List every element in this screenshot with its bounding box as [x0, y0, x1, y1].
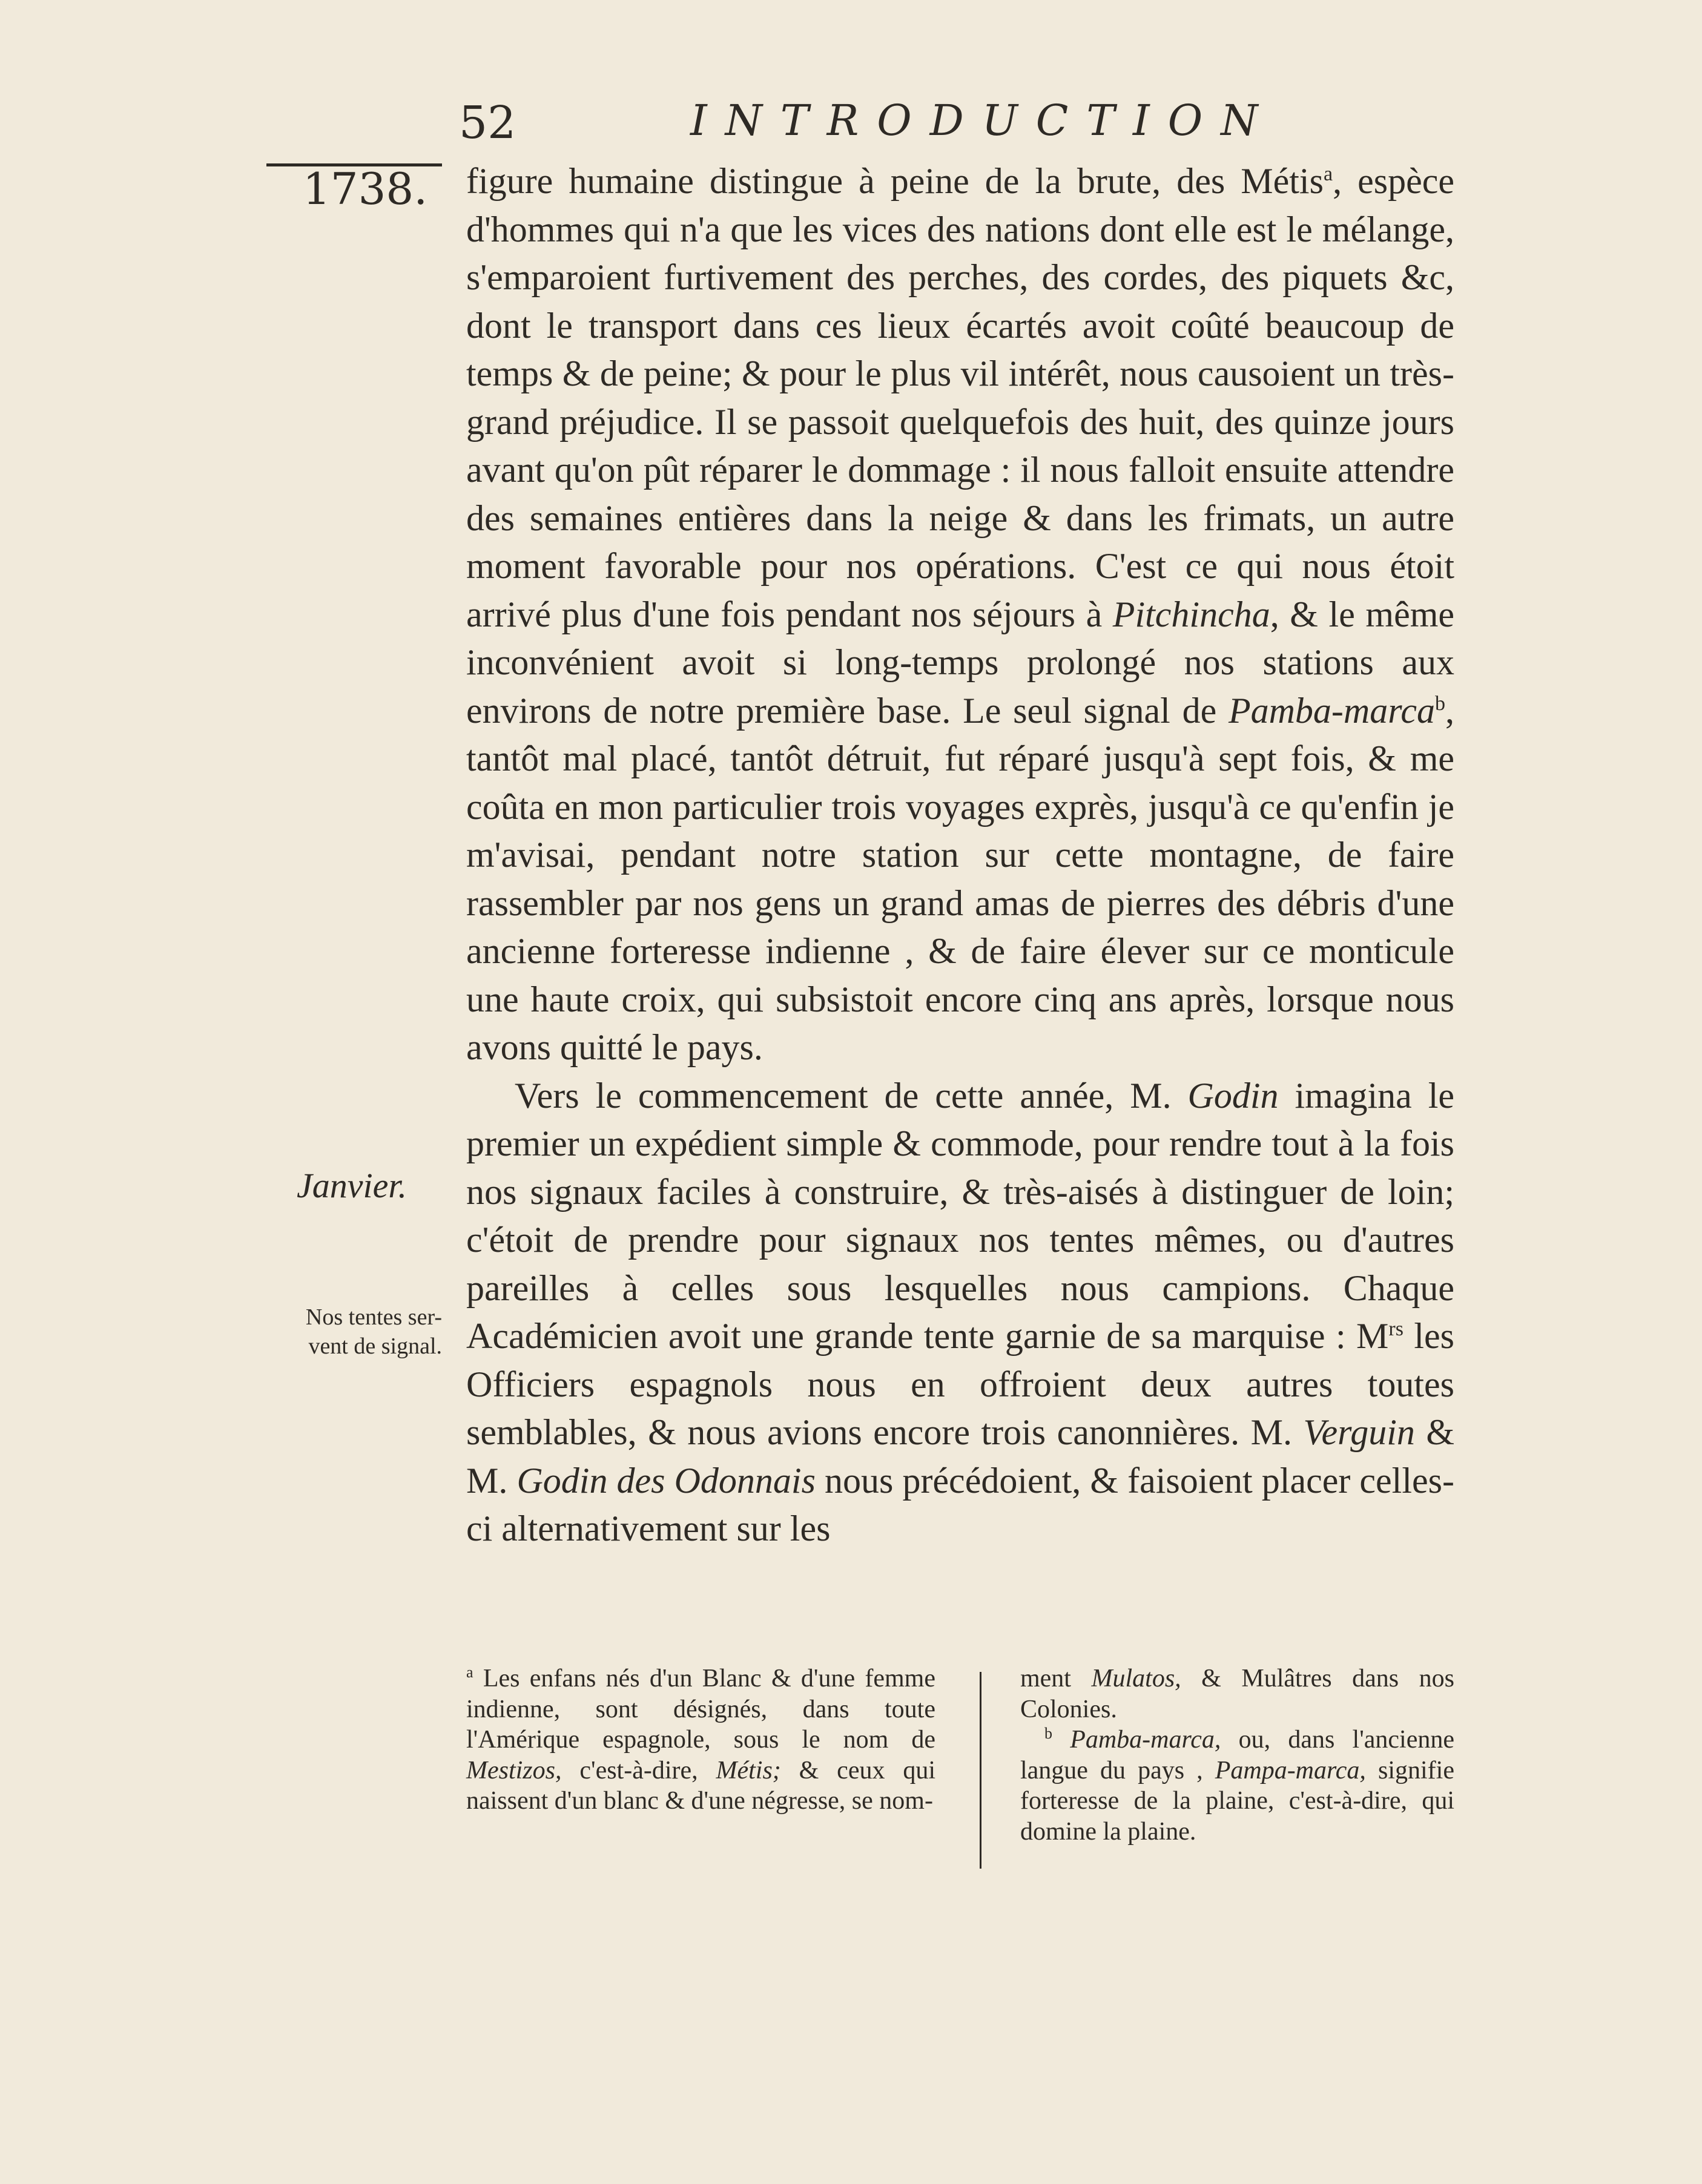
footnote-divider — [980, 1672, 981, 1869]
abbrev-sup-rs: rs — [1388, 1318, 1403, 1340]
footnote-a: $^a$ Les enfans nés d'un Blanc & d'une femme indienne, sont désignés, dans toute l'Amérique espagnole, sous le nom de Mestizos, c'est-à-dire, Métis; & ceux qui naissent d'un blanc & d'une négresse, se nom- — [466, 1663, 935, 1815]
footnote-mark-b: b — [1044, 1725, 1052, 1742]
margin-note-month: Janvier. — [297, 1166, 407, 1205]
paragraph-2: Vers le commencement de cette année, M. Godin imagina le premier un expédient simple & commode, pour rendre tout à la fois nos signaux faciles à construire, & très-aisés à distinguer de loin; c'étoit de prendre pour signaux nos tentes mêmes, ou d'autres pareilles à celles sous lesquelles nous campions. Chaque Académicien avoit une grande tente garnie de sa marquise : $M^{rs}$ les Officiers espagnols nous en offroient deux autres toutes semblables, & nous avions encore trois canonnières. M. Verguin & M. Godin des Odonnais nous précédoient, & faisoient placer celles-ci alternativement sur les — [466, 1075, 1455, 1548]
margin-year: 1738. — [303, 163, 428, 214]
place-name-pamba-marca: Pamba-marca — [1228, 690, 1435, 731]
main-text — [466, 157, 1454, 1553]
footnote-b: $^b$ Pamba-marca, ou, dans l'ancienne langue du pays , Pampa-marca, signifie forteresse de la plaine, c'est-à-dire, qui domine la plaine. — [1020, 1725, 1454, 1846]
person-name-verguin: Verguin — [1303, 1412, 1415, 1452]
page-number: 52 — [459, 97, 516, 149]
footnote-ref-a: a — [1323, 163, 1333, 185]
footnote-column-left — [466, 1663, 935, 1817]
paragraph-1: figure humaine distingue à peine de la brute, des Métis$^a$, espèce d'hommes qui n'a que les vices des nations dont elle est le mélange, s'emparoient furtivement des perches, des cordes, des piquets &c, dont le transport dans ces lieux écartés avoit coûté beaucoup de temps & de peine; & pour le plus vil intérêt, nous causoient un très-grand préjudice. Il se passoit quelquefois des huit, des quinze jours avant qu'on pût réparer le dommage : il nous falloit ensuite attendre des semaines entières dans la neige & dans les frimats, un autre moment favorable pour nos opérations. C'est ce qui nous étoit arrivé plus d'une fois pendant nos séjours à Pitchincha, & le même inconvénient avoit si long-temps prolongé nos stations aux environs de notre première base. Le seul signal de Pamba-marca$^b$, tantôt mal placé, tantôt détruit, fut réparé jusqu'à sept fois, & me coûta en mon particulier trois voyages exprès, jusqu'à ce qu'enfin je m'avisai, pendant notre station sur cette montagne, de faire rassembler par nos gens un grand amas de pierres des débris d'une ancienne forteresse indienne , & de faire élever sur ce monticule une haute croix, qui subsistoit encore cinq ans après, lorsque nous avons quitté le pays. — [466, 161, 1455, 1067]
footnote-ref-b: b — [1435, 692, 1445, 715]
footnote-a-continued: ment Mulatos, & Mulâtres dans nos Colonies. — [1020, 1665, 1455, 1723]
running-title: INTRODUCTION — [690, 96, 1276, 145]
place-name-pitchincha: Pitchincha — [1112, 594, 1270, 634]
footnote-column-right — [1020, 1663, 1454, 1847]
margin-note-signal: Nos tentes ser-vent de signal. — [305, 1304, 442, 1359]
footnote-mark-a: a — [466, 1663, 473, 1681]
person-name-godin: Godin — [1187, 1075, 1279, 1116]
person-name-godin-des-odonnais: Godin des Odonnais — [516, 1460, 816, 1501]
